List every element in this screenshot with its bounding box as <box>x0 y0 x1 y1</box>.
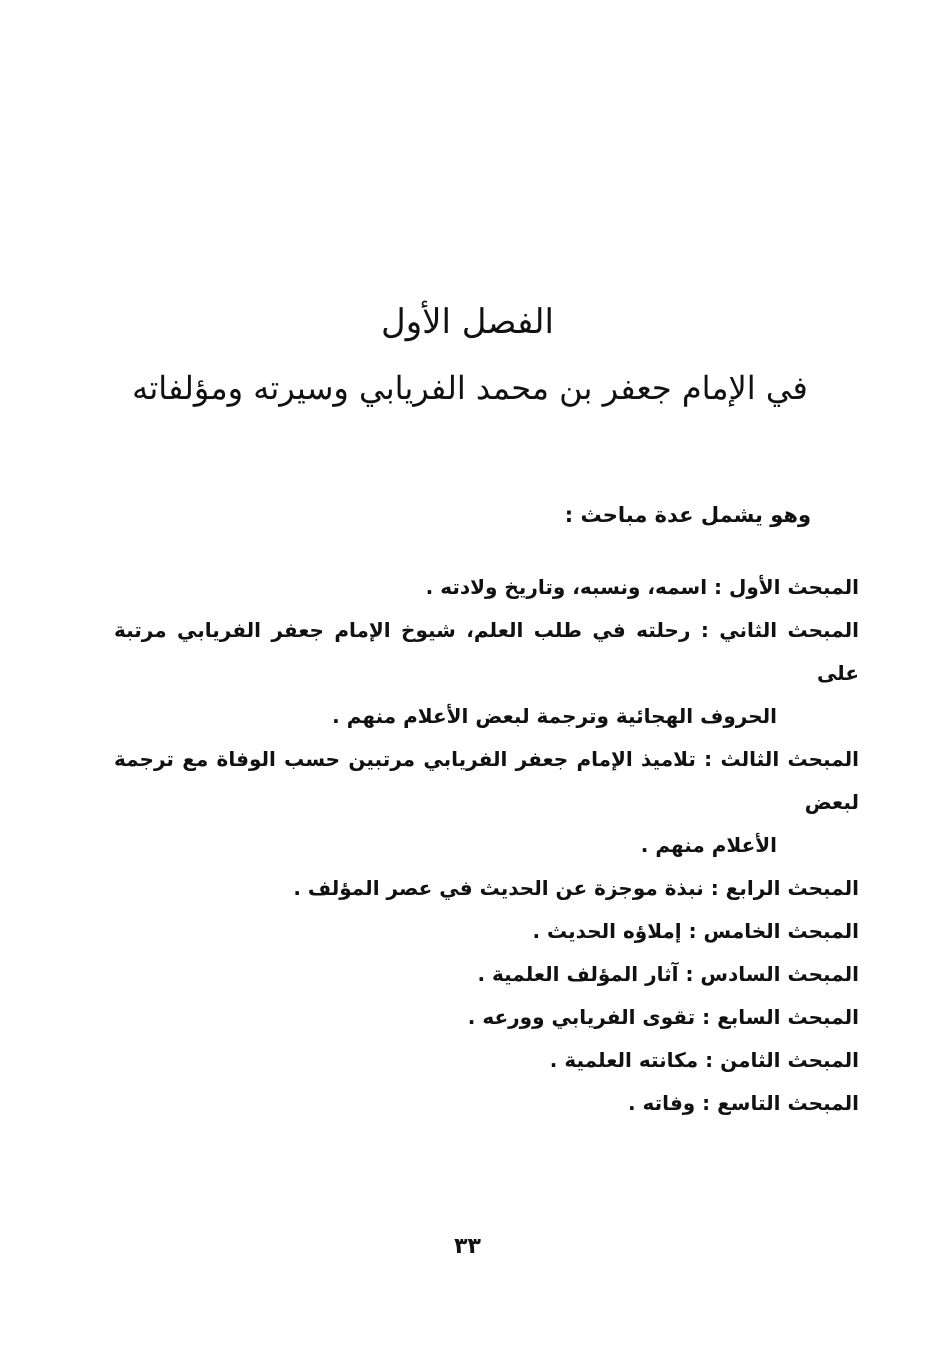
section-item-3 <box>114 738 859 867</box>
section-item-2 <box>114 609 859 738</box>
section-text: المبحث الأول : اسمه، ونسبه، وتاريخ ولادته . <box>425 575 859 599</box>
section-item-4 <box>114 867 859 910</box>
section-item-8 <box>114 1039 859 1082</box>
section-text: المبحث السابع : تقوى الفريابي وورعه . <box>467 1005 859 1029</box>
section-text: المبحث الثامن : مكانته العلمية . <box>549 1048 859 1072</box>
section-text: المبحث التاسع : وفاته . <box>627 1091 859 1115</box>
section-text-continued: الحروف الهجائية وترجمة لبعض الأعلام منهم . <box>332 704 777 728</box>
section-item-5 <box>114 910 859 953</box>
section-item-6 <box>114 953 859 996</box>
chapter-title: الفصل الأول <box>380 302 554 342</box>
section-text: المبحث السادس : آثار المؤلف العلمية . <box>477 962 859 986</box>
section-item-7 <box>114 996 859 1039</box>
section-text-continued: الأعلام منهم . <box>640 833 777 857</box>
section-item-9 <box>114 1082 859 1125</box>
section-text: المبحث الثاني : رحلته في طلب العلم، شيوخ الإمام جعفر الفريابي مرتبة على <box>114 618 859 685</box>
section-item-1 <box>114 566 859 609</box>
sections-list <box>114 566 859 1125</box>
chapter-subtitle: في الإمام جعفر بن محمد الفريابي وسيرته ومؤلفاته <box>132 369 808 407</box>
intro-text: وهو يشمل عدة مباحث : <box>564 503 811 527</box>
section-text: المبحث الرابع : نبذة موجزة عن الحديث في عصر المؤلف . <box>293 876 859 900</box>
page-number: ٣٣ <box>454 1234 481 1259</box>
section-text: المبحث الخامس : إملاؤه الحديث . <box>532 919 859 943</box>
section-text: المبحث الثالث : تلاميذ الإمام جعفر الفريابي مرتبين حسب الوفاة مع ترجمة لبعض <box>114 747 859 814</box>
